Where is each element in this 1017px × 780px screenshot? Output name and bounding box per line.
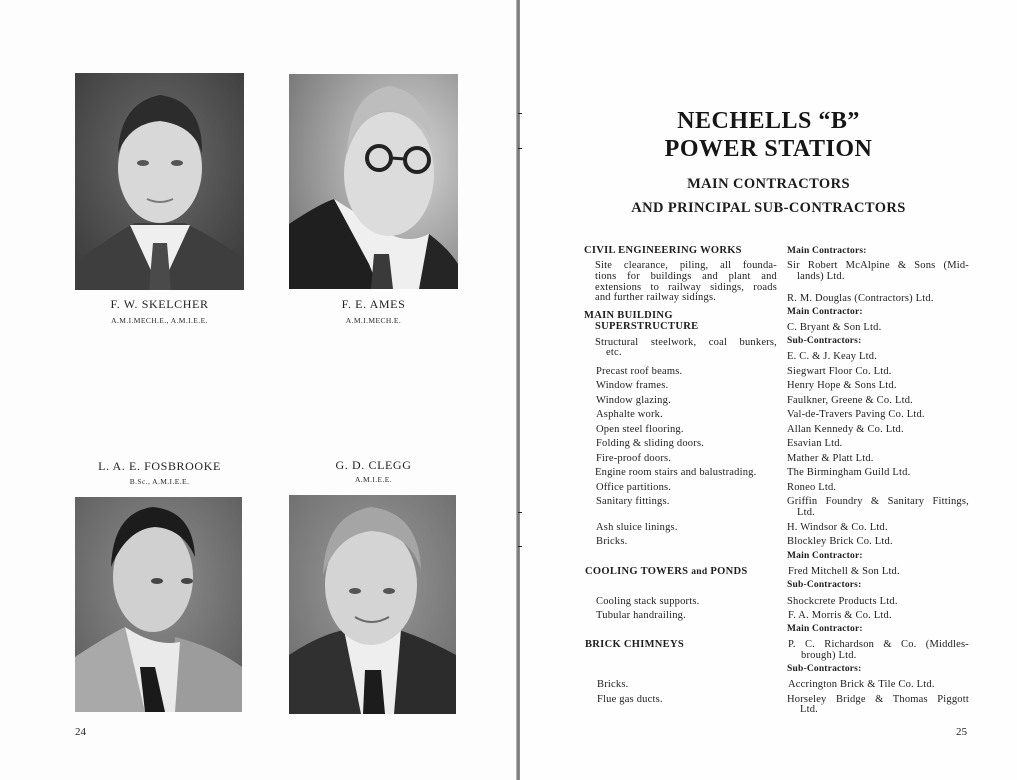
work-description: extensions to railway sidings, roads [595,282,777,293]
contractor-name: Sir Robert McAlpine & Sons (Mid- [787,260,969,271]
work-item: Bricks. [597,679,629,690]
portrait-name: L. A. E. FOSBROOKE [98,459,221,473]
contractor-name: Esavian Ltd. [787,438,843,449]
contractor-role-label: Sub-Contractors: [787,664,862,674]
work-item: Flue gas ducts. [597,694,663,705]
contractor-name: Shockcrete Products Ltd. [787,596,898,607]
section-heading-main-building: SUPERSTRUCTURE [595,321,699,332]
portrait-photo-ames [289,74,458,289]
section-heading-chimneys: BRICK CHIMNEYS [585,639,685,650]
work-item: Window frames. [596,380,669,391]
page-number-right: 25 [956,726,967,738]
contractor-role-label: Main Contractor: [787,624,863,634]
work-description: Site clearance, piling, all founda- [595,260,777,271]
work-item: Structural steelwork, coal bunkers, [595,337,777,348]
contractor-role-label: Main Contractor: [787,307,863,317]
work-item: Precast roof beams. [596,366,683,377]
page-number-left: 24 [75,726,86,738]
work-item: Cooling stack supports. [596,596,700,607]
portrait-qualifications: B.Sc., A.M.I.E.E. [129,477,190,486]
section-heading-cooling-b: PONDS [710,566,748,577]
contractor-name: H. Windsor & Co. Ltd. [787,522,888,533]
work-item: Ash sluice linings. [596,522,678,533]
work-item: etc. [606,347,622,358]
work-item: Folding & sliding doors. [596,438,705,449]
work-item: Tubular handrailing. [596,610,686,621]
portrait-name: F. W. SKELCHER [110,297,209,311]
work-item: Fire-proof doors. [596,453,672,464]
work-description: and further railway sidings. [595,292,717,303]
portrait-photo-clegg [289,495,456,714]
section-heading-civil: CIVIL ENGINEERING WORKS [584,245,742,256]
work-item: Asphalte work. [596,409,663,420]
contractor-name: Ltd. [797,507,816,518]
contractor-name: Fred Mitchell & Son Ltd. [788,566,900,577]
portrait-photo-skelcher [75,73,244,290]
contractor-name: Allan Kennedy & Co. Ltd. [787,424,904,435]
portrait-qualifications: A.M.I.MECH.E. [345,316,402,325]
contractor-name: Roneo Ltd. [787,482,837,493]
spine-mark [518,546,522,547]
contractor-name: Accrington Brick & Tile Co. Ltd. [788,679,935,690]
contractor-name: Horseley Bridge & Thomas Piggott [787,694,969,705]
contractor-name: Faulkner, Greene & Co. Ltd. [787,395,913,406]
spine-mark [518,512,522,513]
portrait-qualifications: A.M.I.E.E. [354,475,393,484]
contractor-name: Griffin Foundry & Sanitary Fittings, [787,496,969,507]
section-heading-cooling-a: COOLING TOWERS [585,566,689,577]
work-item: Sanitary fittings. [596,496,670,507]
work-item: Office partitions. [596,482,672,493]
contractor-role-label: Main Contractors: [787,246,867,256]
contractor-name: Ltd. [800,704,819,715]
contractor-name: F. A. Morris & Co. Ltd. [788,610,892,621]
contractor-role-label: Main Contractor: [787,551,863,561]
section-heading-main-building: MAIN BUILDING [584,310,673,321]
contractor-name: Siegwart Floor Co. Ltd. [787,366,892,377]
title-line-2: POWER STATION [664,136,873,162]
work-item: Bricks. [596,536,628,547]
contractor-name: E. C. & J. Keay Ltd. [787,351,878,362]
work-description: tions for buildings and plant and [595,271,777,282]
section-heading-cooling-and: and [691,567,708,577]
contractor-name: C. Bryant & Son Ltd. [787,322,882,333]
title-line-1: NECHELLS “B” [677,108,860,134]
contractor-name: P. C. Richardson & Co. (Middles- [788,639,969,650]
portrait-photo-fosbrooke [75,497,242,712]
contractor-role-label: Sub-Contractors: [787,580,862,590]
contractor-role-label: Sub-Contractors: [787,336,862,346]
work-item: Window glazing. [596,395,671,406]
contractor-name: The Birmingham Guild Ltd. [787,467,911,478]
contractor-name: R. M. Douglas (Contractors) Ltd. [787,293,934,304]
portrait-qualifications: A.M.I.MECH.E., A.M.I.E.E. [111,316,208,325]
work-item: Open steel flooring. [596,424,684,435]
section-heading-cooling [585,566,748,578]
subtitle-line-2: AND PRINCIPAL SUB-CONTRACTORS [631,200,906,216]
work-item: Engine room stairs and balustrading. [595,467,757,478]
contractor-name: Val-de-Travers Paving Co. Ltd. [787,409,925,420]
contractor-name: Mather & Platt Ltd. [787,453,874,464]
portrait-name: F. E. AMES [341,297,406,311]
contractor-name: Henry Hope & Sons Ltd. [787,380,897,391]
contractor-name: brough) Ltd. [801,650,857,661]
contractor-name: lands) Ltd. [797,271,845,282]
contractor-name: Blockley Brick Co. Ltd. [787,536,893,547]
subtitle-line-1: MAIN CONTRACTORS [687,176,850,192]
portrait-name: G. D. CLEGG [335,458,412,472]
